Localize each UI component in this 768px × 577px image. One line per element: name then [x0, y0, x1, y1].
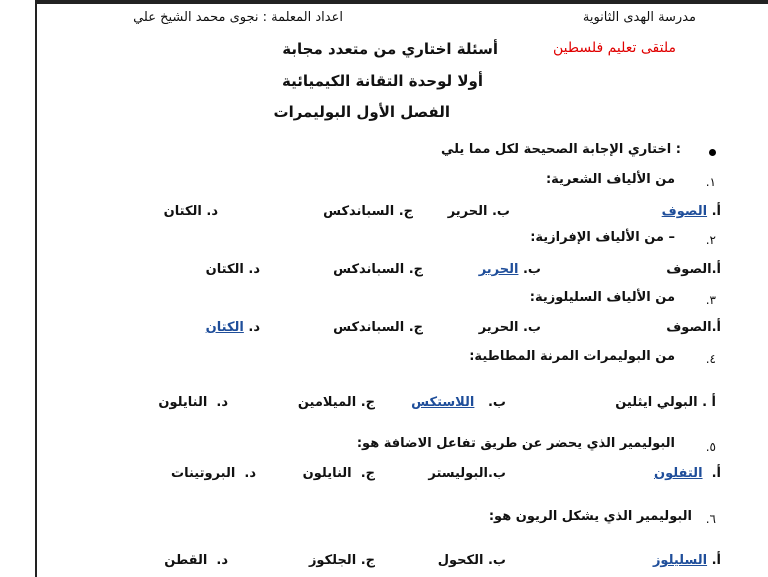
question-number: ٤.: [705, 352, 716, 366]
option-a: أ.الصوف: [666, 320, 721, 335]
question-number: ١.: [705, 175, 716, 189]
option-d: د. الكتان: [163, 204, 218, 219]
option-c: ج. الميلامين: [297, 395, 375, 410]
main-title: أسئلة اختاري من متعدد مجابة: [282, 40, 498, 58]
option-c: ج. النايلون: [302, 466, 375, 481]
option-a: أ.الصوف: [666, 262, 721, 277]
left-border: [35, 0, 37, 577]
option-b: ب. الحرير: [478, 320, 541, 335]
instruction: : اختاري الإجابة الصحيحة لكل مما يلي: [440, 142, 681, 157]
option-c: ج. الجلكوز: [308, 553, 375, 568]
question-number: ٦.: [705, 512, 716, 526]
option-b: ب. الحرير: [478, 262, 541, 277]
option-a: أ . البولي ايثلين: [615, 395, 716, 410]
school-name: مدرسة الهدى الثانوية: [582, 10, 696, 25]
question-text: من الألياف السليلوزية:: [529, 290, 675, 305]
option-c: ج. السباندكس: [323, 204, 413, 219]
question-text: من البوليمرات المرنة المطاطية:: [469, 349, 675, 364]
question-text: البوليمير الذي يشكل الريون هو:: [488, 509, 692, 524]
option-d: د. الكتان: [205, 262, 260, 277]
question-text: من الألياف الشعرية:: [545, 172, 675, 187]
option-a: أ. التفلون: [653, 466, 721, 481]
question-text: البوليمير الذي يحضر عن طريق تفاعل الاضافة هو:: [356, 436, 675, 451]
option-a: أ. السليلوز: [652, 553, 721, 568]
question-text: – من الألياف الإفرازية:: [530, 230, 675, 245]
option-d: د. القطن: [164, 553, 228, 568]
option-a: أ. الصوف: [661, 204, 721, 219]
option-c: ج. السباندكس: [333, 320, 423, 335]
option-d: د. الكتان: [205, 320, 260, 335]
option-b: ب.البوليستر: [428, 466, 506, 481]
forum-name: ملتقى تعليم فلسطين: [552, 40, 676, 56]
chapter-title: الفصل الأول البوليمرات: [273, 103, 450, 121]
teacher-name: اعداد المعلمة : نجوى محمد الشيخ علي: [133, 10, 343, 25]
option-d: د. النايلون: [158, 395, 228, 410]
question-number: ٣.: [705, 293, 716, 307]
unit-title: أولا لوحدة التقانة الكيميائية: [281, 72, 483, 90]
bullet-icon: [709, 149, 716, 156]
option-c: ج. السباندكس: [333, 262, 423, 277]
option-d: د. البروتينات: [171, 466, 256, 481]
question-number: ٥.: [705, 440, 716, 454]
option-b: ب. الحرير: [447, 204, 510, 219]
question-number: ٢.: [705, 233, 716, 247]
option-b: ب. اللاستكس: [411, 395, 506, 410]
top-border: [35, 0, 768, 4]
option-b: ب. الكحول: [437, 553, 506, 568]
